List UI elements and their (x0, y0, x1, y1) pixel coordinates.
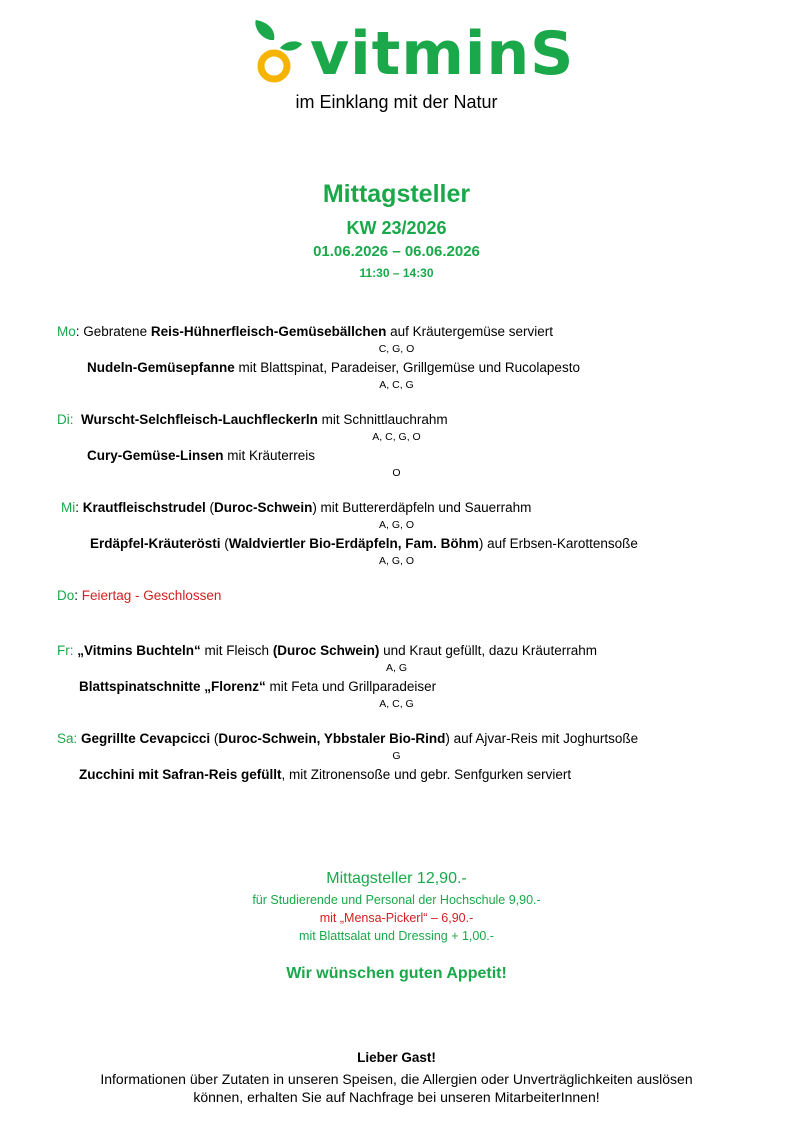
day-label-wednesday: Mi (61, 500, 76, 515)
menu-friday-2: Blattspinatschnitte „Florenz“ mit Feta und Grillparadeiser (79, 679, 437, 694)
allergens-wednesday-2: A, G, O (378, 555, 414, 567)
allergens-saturday-1: G (392, 750, 401, 762)
week-number: KW 23/2026 (346, 218, 447, 238)
opening-hours: 11:30 – 14:30 (359, 266, 434, 280)
footer-heading: Lieber Gast! (357, 1050, 436, 1065)
menu-tuesday-1: Di: Wurscht-Selchfleisch-Lauchfleckerln mit Schnittlauchrahm (57, 412, 448, 427)
menu-friday-1: Fr: „Vitmins Buchteln“ mit Fleisch (Duroc Schwein) und Kraut gefüllt, dazu Kräuterrahm (57, 643, 597, 658)
brand-tagline: im Einklang mit der Natur (295, 92, 498, 112)
price-main: Mittagsteller 12,90.- (326, 870, 467, 887)
menu-monday-2: Nudeln-Gemüsepfanne mit Blattspinat, Paradeiser, Grillgemüse und Rucolapesto (87, 360, 580, 375)
menu-wednesday-2: Erdäpfel-Kräuterösti (Waldviertler Bio-Erdäpfeln, Fam. Böhm) auf Erbsen-Karottensoße (90, 536, 638, 551)
allergens-friday-1: A, G (385, 662, 407, 674)
closed-notice: Feiertag - Geschlossen (81, 588, 222, 603)
menu-monday-1: Mo: Gebratene Reis-Hühnerfleisch-Gemüsebällchen auf Kräutergemüse serviert (57, 324, 553, 339)
menu-thursday: Do: Feiertag - Geschlossen (57, 588, 222, 603)
day-label-friday: Fr: (57, 643, 74, 658)
page-title: Mittagsteller (322, 180, 471, 208)
menu-saturday-2: Zucchini mit Safran-Reis gefüllt, mit Zitronensoße und gebr. Senfgurken serviert (79, 767, 572, 782)
price-students: für Studierende und Personal der Hochschule 9,90.- (252, 893, 541, 907)
allergens-monday-2: A, C, G (379, 379, 414, 391)
day-label-thursday: Do (57, 588, 75, 603)
allergens-friday-2: A, C, G (379, 698, 414, 710)
day-label-saturday: Sa: (57, 731, 78, 746)
brand-logo (252, 18, 575, 90)
menu-saturday-1: Sa: Gegrillte Cevapcicci (Duroc-Schwein, Ybbstaler Bio-Rind) auf Ajvar-Reis mit Joghurtsoße (57, 731, 639, 746)
price-salad: mit Blattsalat und Dressing + 1,00.- (299, 929, 494, 943)
allergens-tuesday-2: O (392, 467, 401, 479)
date-range: 01.06.2026 – 06.06.2026 (313, 243, 480, 260)
menu-wednesday-1: Mi: Krautfleischstrudel (Duroc-Schwein) mit Buttererdäpfeln und Sauerrahm (61, 500, 532, 515)
menu-tuesday-2: Cury-Gemüse-Linsen mit Kräuterreis (87, 448, 316, 463)
footer-info-line-1: Informationen über Zutaten in unseren Speisen, die Allergien oder Unverträglichkeiten auslösen (100, 1071, 693, 1087)
footer-info-line-2: können, erhalten Sie auf Nachfrage bei unseren MitarbeiterInnen! (193, 1089, 600, 1105)
allergens-wednesday-1: A, G, O (378, 519, 414, 531)
brand-name: vitminS (310, 19, 575, 89)
day-label-tuesday: Di: (57, 412, 74, 427)
orange-fruit-icon (252, 18, 312, 90)
allergens-tuesday-1: A, C, G, O (372, 431, 421, 443)
day-label-monday: Mo (57, 324, 76, 339)
price-mensa: mit „Mensa-Pickerl“ – 6,90.- (319, 911, 474, 925)
appetit-message: Wir wünschen guten Appetit! (286, 965, 507, 982)
allergens-monday-1: C, G, O (378, 343, 415, 355)
